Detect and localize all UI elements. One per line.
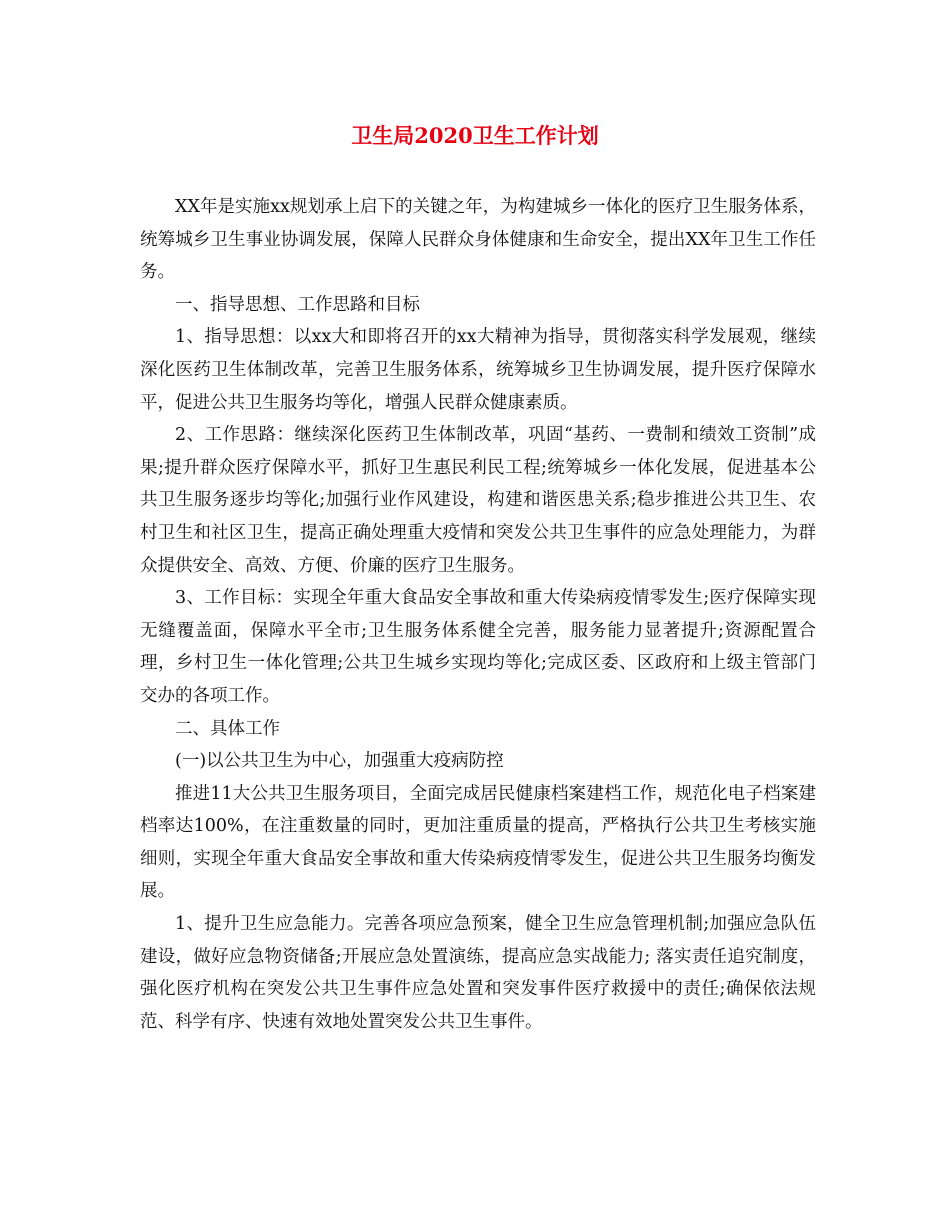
section-heading-1: 一、指导思想、工作思路和目标 [175,294,420,315]
paragraph-guiding-thought: 1、指导思想：以xx大和即将召开的xx大精神为指导，贯彻落实科学发展观，继续深化医药卫生体制改革，完善卫生服务体系，统筹城乡卫生协调发展，提升医疗保障水平，促进公共卫生服务均等化，增强人民群众健康素质。 [140,327,816,413]
paragraph-work-goals: 3、工作目标：实现全年重大食品安全事故和重大传染病疫情零发生;医疗保障实现无缝覆盖面，保障水平全市;卫生服务体系健全完善，服务能力显著提升;资源配置合理，乡村卫生一体化管理;公共卫生城乡实现均等化;完成区委、区政府和上级主管部门交办的各项工作。 [140,588,816,706]
subsection-heading-1: (一)以公共卫生为中心，加强重大疫病防控 [175,751,504,772]
paragraph-work-approach: 2、工作思路：继续深化医药卫生体制改革，巩固“基药、一费制和绩效工资制”成果;提升群众医疗保障水平，抓好卫生惠民利民工程;统筹城乡一体化发展，促进基本公共卫生服务逐步均等化;加强行业作风建设，构建和谐医患关系;稳步推进公共卫生、农村卫生和社区卫生，提高正确处理重大疫情和突发公共卫生事件的应急处理能力，为群众提供安全、高效、方便、价廉的医疗卫生服务。 [140,425,816,576]
paragraph-intro: XX年是实施xx规划承上启下的关键之年，为构建城乡一体化的医疗卫生服务体系，统筹城乡卫生事业协调发展，保障人民群众身体健康和生命安全，提出XX年卫生工作任务。 [140,197,816,283]
paragraph-emergency-capacity: 1、提升卫生应急能力。完善各项应急预案，健全卫生应急管理机制;加强应急队伍建设，做好应急物资储备;开展应急处置演练，提高应急实战能力; 落实责任追究制度，强化医疗机构在突发公共卫生事件应急处置和突发事件医疗救援中的责任;确保依法规范、科学有序、快速有效地处置突发公共卫生事件。 [140,914,816,1032]
paragraph-public-health: 推进11大公共卫生服务项目，全面完成居民健康档案建档工作，规范化电子档案建档率达100%，在注重数量的同时，更加注重质量的提高，严格执行公共卫生考核实施细则，实现全年重大食品安全事故和重大传染病疫情零发生，促进公共卫生服务均衡发展。 [140,783,816,902]
section-heading-2: 二、具体工作 [175,718,280,739]
document-title: 卫生局2020卫生工作计划 [351,123,599,148]
document-body [140,191,816,1038]
